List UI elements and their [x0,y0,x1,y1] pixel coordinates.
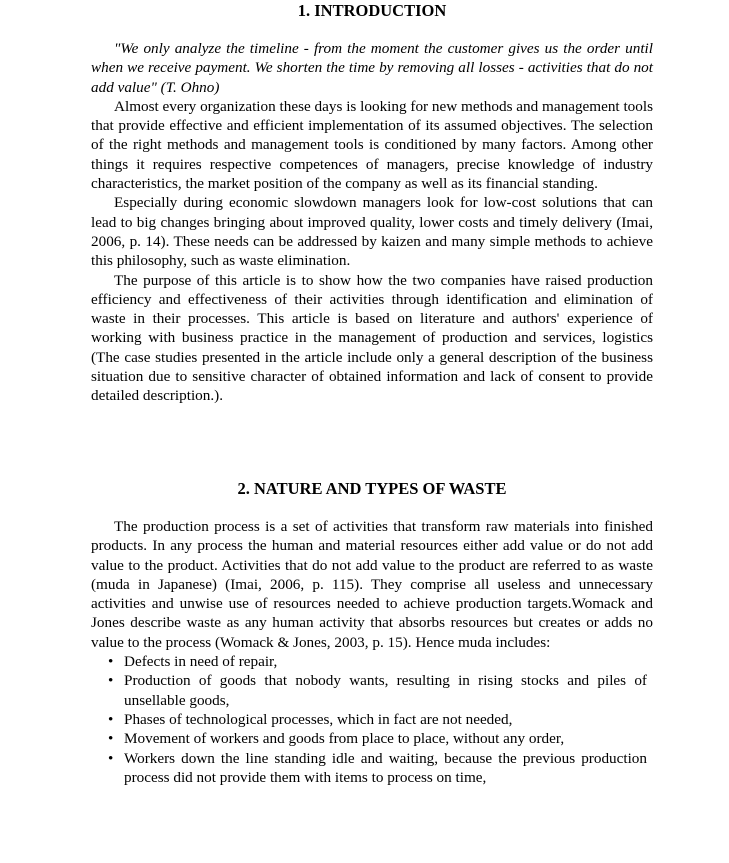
bullet-icon: • [108,710,114,728]
epigraph-quote: "We only analyze the timeline - from the moment the customer gives us the order until when we receive payment. We shorten the time by removing all losses - activities that do not add value" (T. Ohno) [91,40,653,96]
paragraph: The purpose of this article is to show how the two companies have raised production efficiency and effectiveness of their activities through identification and elimination of waste in their processes. This article is based on literature and authors' experience of working with business practice in the management of production and services, logistics (The case studies presented in the article include only a general description of the business situation due to sensitive character of obtained information and lack of consent to provide detailed description.). [91,271,653,405]
muda-list [91,652,653,787]
list-item-text: Phases of technological processes, which in fact are not needed, [124,710,513,728]
list-item [91,710,653,729]
list-item [91,729,653,748]
paragraph: Especially during economic slowdown managers look for low-cost solutions that can lead to big changes bringing about improved quality, lower costs and timely delivery (Imai, 2006, p. 14). These needs can be addressed by kaizen and many simple methods to achieve this philosophy, such as waste elimination. [91,194,653,270]
list-item-text: Workers down the line standing idle and waiting, because the previous production process did not provide them with items to process on time, [124,749,647,786]
section-heading-introduction: 1. INTRODUCTION [297,1,447,20]
paragraph: Almost every organization these days is looking for new methods and management tools that provide effective and efficient implementation of its assumed objectives. The selection of the right methods and management tools is conditioned by many factors. Among other things it requires respective competences of managers, precise knowledge of industry characteristics, the market position of the company as well as its financial standing. [91,97,653,193]
section-body-introduction [91,39,653,406]
list-item-text: Movement of workers and goods from place to place, without any order, [124,730,565,748]
paragraph: The production process is a set of activities that transform raw materials into finished products. In any process the human and material resources either add value or do not add value to the product. Activities that do not add value to the product are referred to as waste (muda in Japanese) (Imai, 2006, p. 115). They comprise all useless and unnecessary activities and unwise use of resources needed to achieve production targets.Womack and Jones describe waste as any human activity that absorbs resources but creates or adds no value to the process (Womack & Jones, 2003, p. 15). Hence muda includes: [91,518,653,651]
list-item [91,749,653,788]
section-heading-waste: 2. NATURE AND TYPES OF WASTE [237,479,507,498]
bullet-icon: • [108,730,114,748]
bullet-icon: • [108,672,114,690]
bullet-icon: • [108,653,114,671]
list-item [91,671,653,710]
list-item [91,652,653,671]
list-item-text: Production of goods that nobody wants, resulting in rising stocks and piles of unsellable goods, [124,672,647,709]
bullet-icon: • [108,749,114,767]
list-item-text: Defects in need of repair, [124,653,278,671]
section-body-waste [91,517,653,787]
